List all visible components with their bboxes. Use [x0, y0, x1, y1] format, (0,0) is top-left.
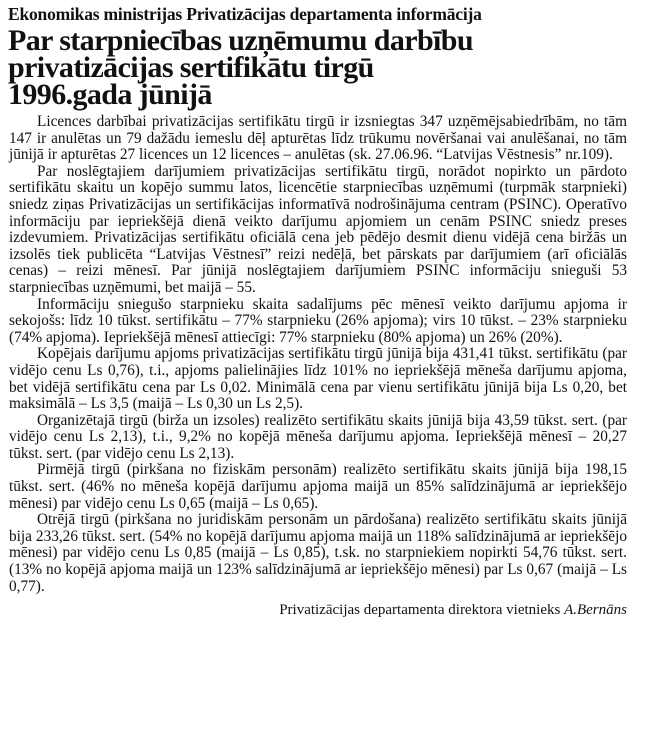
paragraph-primary-market: Pirmējā tirgū (pirkšana no fiziskām personām) realizēto sertifikātu skaits jūnijā bija 198,15 tūkst. sert. (46% no mēneša kopējā darījumu apjoma maijā un 85% salīdzinājumā ar iepriekšējo mēnesi) par vidējo cenu Ls 0,65 (maijā – Ls 0,65).: [9, 461, 627, 512]
paragraph-secondary-market: Otrējā tirgū (pirkšana no juridiskām personām un pārdošana) realizēto sertifikātu skaits jūnijā bija 233,26 tūkst. sert. (54% no kopējā darījumu apjoma maijā un 118% salīdzinājumā ar iepriekšējo mēnesi) par vidējo cenu Ls 0,85 (maijā – Ls 0,85), t.sk. no starpniekiem nopirkti 54,76 tūkst. sert. (13% no kopējā apjoma maijā un 123% salīdzinājumā ar iepriekšējo mēnesi) par Ls 0,67 (maijā – Ls 0,77).: [9, 511, 627, 595]
headline-line: Par starpniecības uzņēmumu darbību: [8, 24, 473, 57]
article-body: [9, 114, 627, 595]
signature-name: A.Bernāns: [564, 602, 627, 619]
news-article: [6, 4, 639, 619]
paragraph-reporting: Par noslēgtajiem darījumiem privatizācijas sertifikātu tirgū, norādot nopirkto un pārdoto sertifikātu skaitu un kopējo summu latos, licencētie starpniecības uzņēmumi (turpmāk starpnieki) sniedz ziņas Privatizācijas un sertifikācijas informatīvā nodrošinājuma centram (PSINC). Operatīvo informāciju par iepriekšējā dienā veikto darījumu apjomiem un cenām PSINC sniedz preses izdevumiem. Privatizācijas sertifikātu oficiālā cena jeb pēdējo desmit dienu vidējā cena biržās un izsolēs tiek publicēta “Latvijas Vēstnesī” reizi nedēļā, bet pārskats par darījumiem (arī oficiālās cenas) – reizi mēnesī. Par jūnijā noslēgtajiem darījumiem PSINC informāciju snieguši 53 starpniecības uzņēmumi, bet maijā – 55.: [9, 162, 627, 296]
paragraph-licences: Licences darbībai privatizācijas sertifikātu tirgū ir izsniegtas 347 uzņēmējsabiedrībām, no tām 147 ir anulētas un 79 dažādu iemeslu dēļ apturētas līdz trūkumu novēršanai vai anulēšanai, no tām jūnijā ir apturētas 27 licences un 12 licences – anulētas (sk. 27.06.96. “Latvijas Vēstnesis” nr.109).: [9, 113, 627, 164]
article-headline: [8, 24, 639, 111]
signature-role: Privatizācijas departamenta direktora vietnieks: [279, 602, 561, 619]
paragraph-distribution: Informāciju sniegušo starpnieku skaita sadalījums pēc mēnesī veikto darījumu apjoma ir sekojošs: līdz 10 tūkst. sertifikātu – 77% starpnieku (26% apjoma); virs 10 tūkst. – 23% starpnieku (74% apjoma). Iepriekšējā mēnesī attiecīgi: 77% starpnieku (80% apjoma) un 26% (20%).: [9, 295, 627, 346]
article-signature: [6, 601, 627, 619]
paragraph-total-volume: Kopējais darījumu apjoms privatizācijas sertifikātu tirgū jūnijā bija 431,41 tūkst. sertifikātu (par vidējo cenu Ls 0,76), t.i., apjoms palielinājies līdz 101% no iepriekšējā mēneša darījumu apjoma, bet vidējā sertifikātu cena par Ls 0,02. Minimālā cena par vienu sertifikātu jūnijā bija Ls 0,20, bet maksimālā – Ls 3,5 (maijā – Ls 0,30 un Ls 2,5).: [9, 345, 627, 413]
headline-line: 1996.gada jūnijā: [8, 78, 212, 111]
paragraph-organized-market: Organizētajā tirgū (birža un izsoles) realizēto sertifikātu skaits jūnijā bija 43,59 tūkst. sert. (par vidējo cenu Ls 2,13), t.i., 9,2% no kopējā mēneša darījumu apjoma. Iepriekšējā mēnesī – 20,27 tūkst. sert. (par vidējo cenu Ls 2,13).: [9, 411, 627, 462]
headline-line: privatizācijas sertifikātu tirgū: [8, 51, 374, 84]
article-kicker: Ekonomikas ministrijas Privatizācijas departamenta informācija: [8, 4, 482, 24]
